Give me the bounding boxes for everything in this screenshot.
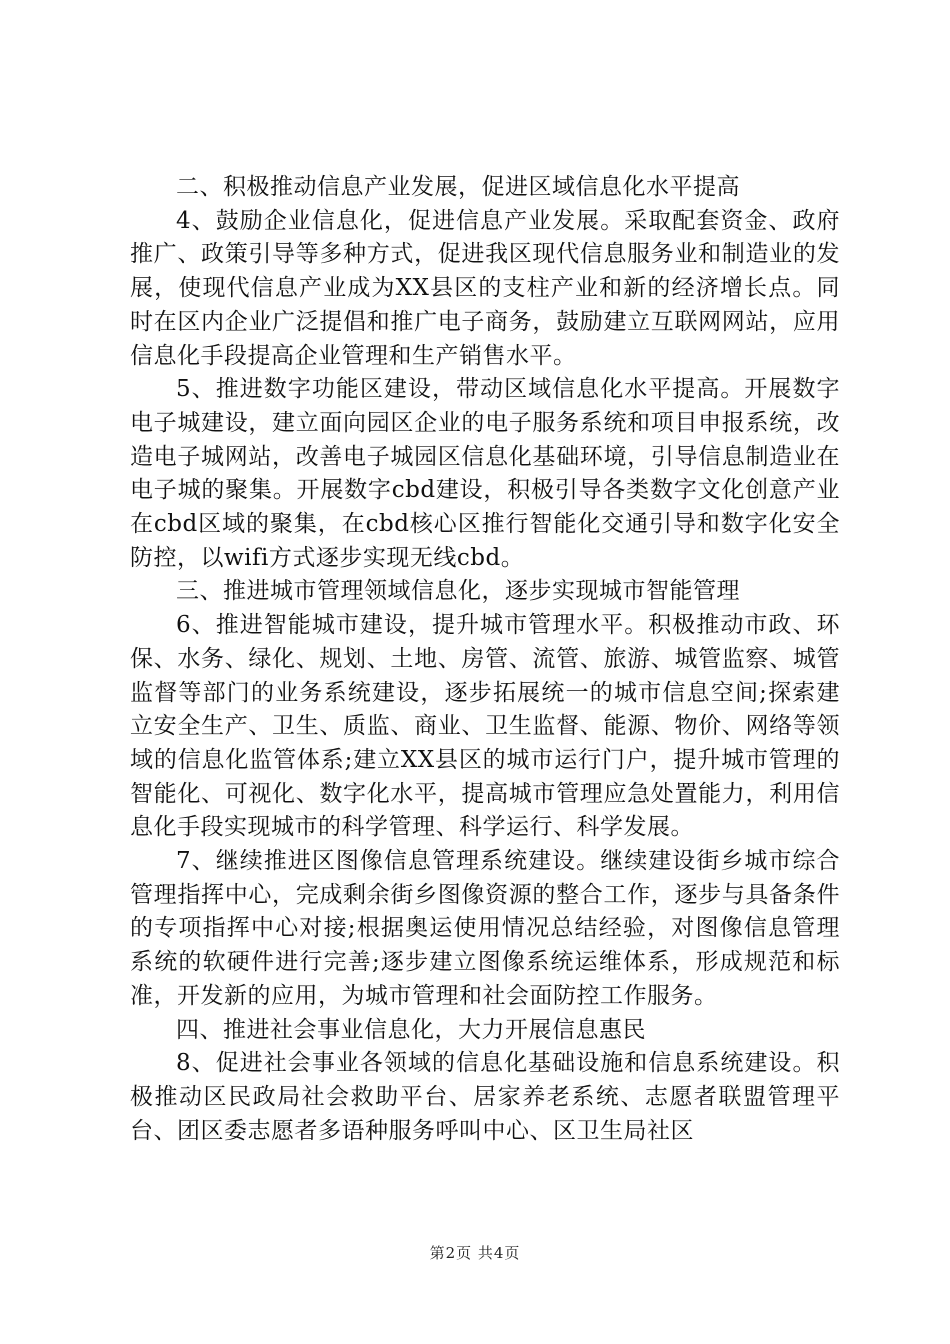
body-paragraph: 4、鼓励企业信息化，促进信息产业发展。采取配套资金、政府推广、政策引导等多种方式，促进我区现代信息服务业和制造业的发展，使现代信息产业成为XX县区的支柱产业和新的经济增长点。同时在区内企业广泛提倡和推广电子商务，鼓励建立互联网网站，应用信息化手段提高企业管理和生产销售水平。 [130,207,840,369]
body-paragraph: 8、促进社会事业各领域的信息化基础设施和信息系统建设。积极推动区民政局社会救助平台、居家养老系统、志愿者联盟管理平台、团区委志愿者多语种服务呼叫中心、区卫生局社区 [130,1050,840,1144]
document-body [130,171,840,1148]
body-paragraph: 7、继续推进区图像信息管理系统建设。继续建设街乡城市综合管理指挥中心，完成剩余街乡图像资源的整合工作，逐步与具备条件的专项指挥中心对接;根据奥运使用情况总结经验，对图像信息管理系统的软硬件进行完善;逐步建立图像系统运维体系，形成规范和标准，开发新的应用，为城市管理和社会面防控工作服务。 [130,848,840,1009]
body-paragraph: 6、推进智能城市建设，提升城市管理水平。积极推动市政、环保、水务、绿化、规划、土地、房管、流管、旅游、城管监察、城管监督等部门的业务系统建设，逐步拓展统一的城市信息空间;探索建立安全生产、卫生、质监、商业、卫生监督、能源、物价、网络等领域的信息化监管体系;建立XX县区的城市运行门户，提升城市管理的智能化、可视化、数字化水平，提高城市管理应急处置能力，利用信息化手段实现城市的科学管理、科学运行、科学发展。 [130,612,840,841]
section-heading: 二、积极推动信息产业发展，促进区域信息化水平提高 [176,174,740,200]
section-heading: 四、推进社会事业信息化，大力开展信息惠民 [176,1016,646,1043]
page-footer: 第2页 共4页 [429,1244,521,1262]
section-heading: 三、推进城市管理领域信息化，逐步实现城市智能管理 [176,578,740,605]
body-paragraph: 5、推进数字功能区建设，带动区域信息化水平提高。开展数字电子城建设，建立面向园区企业的电子服务系统和项目申报系统，改造电子城网站，改善电子城园区信息化基础环境，引导信息制造业在电子城的聚集。开展数字cbd建设，积极引导各类数字文化创意产业在cbd区域的聚集，在cbd核心区推行智能化交通引导和数字化安全防控，以wifi方式逐步实现无线cbd。 [130,376,840,571]
